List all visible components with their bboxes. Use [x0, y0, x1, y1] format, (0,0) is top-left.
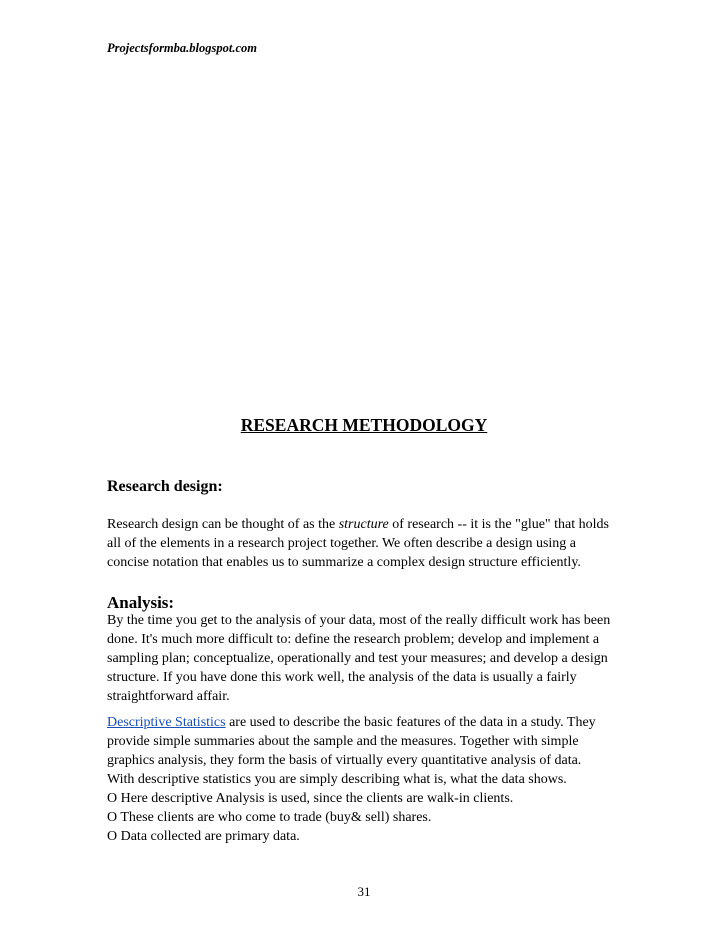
paragraph-line: concise notation that enables us to summarize a complex design structure efficiently. [107, 555, 581, 570]
paragraph-line: O Data collected are primary data. [107, 829, 300, 844]
research-design-heading: Research design: [107, 478, 223, 495]
header-site-url: Projectsformba.blogspot.com [107, 41, 257, 55]
page-title-text: RESEARCH METHODOLOGY [240, 415, 488, 435]
paragraph-line: O Here descriptive Analysis is used, since the clients are walk-in clients. [107, 791, 514, 806]
descriptive-statistics-paragraph [107, 713, 647, 846]
analysis-paragraph [107, 611, 647, 706]
paragraph-line: provide simple summaries about the sample and the measures. Together with simple [107, 734, 579, 749]
research-design-paragraph [107, 515, 647, 572]
descriptive-statistics-link[interactable]: Descriptive Statistics [107, 715, 226, 730]
text-run: are used to describe the basic features of the data in a study. They [225, 715, 596, 730]
paragraph-line: O These clients are who come to trade (buy& sell) shares. [107, 810, 432, 825]
text-run: Research design can be thought of as the [107, 517, 339, 532]
text-run: of research -- it is the "glue" that holds [388, 517, 609, 532]
paragraph-line [107, 515, 647, 534]
paragraph-line: all of the elements in a research project together. We often describe a design using a [107, 536, 576, 551]
analysis-heading: Analysis: [107, 593, 175, 612]
paragraph-line: straightforward affair. [107, 689, 230, 704]
paragraph-line: With descriptive statistics you are simply describing what is, what the data shows. [107, 772, 567, 787]
page-number: 31 [357, 884, 371, 899]
paragraph-line: structure. If you have done this work well, the analysis of the data is usually a fairly [107, 670, 577, 685]
paragraph-line: sampling plan; conceptualize, operationally and test your measures; and develop a design [107, 651, 608, 666]
page-title [0, 415, 728, 436]
paragraph-line: graphics analysis, they form the basis of virtually every quantitative analysis of data. [107, 753, 582, 768]
paragraph-line [107, 713, 647, 732]
italic-term: structure [338, 517, 389, 532]
paragraph-line: By the time you get to the analysis of your data, most of the really difficult work has been [107, 613, 611, 628]
paragraph-line: done. It's much more difficult to: define the research problem; develop and implement a [107, 632, 600, 647]
